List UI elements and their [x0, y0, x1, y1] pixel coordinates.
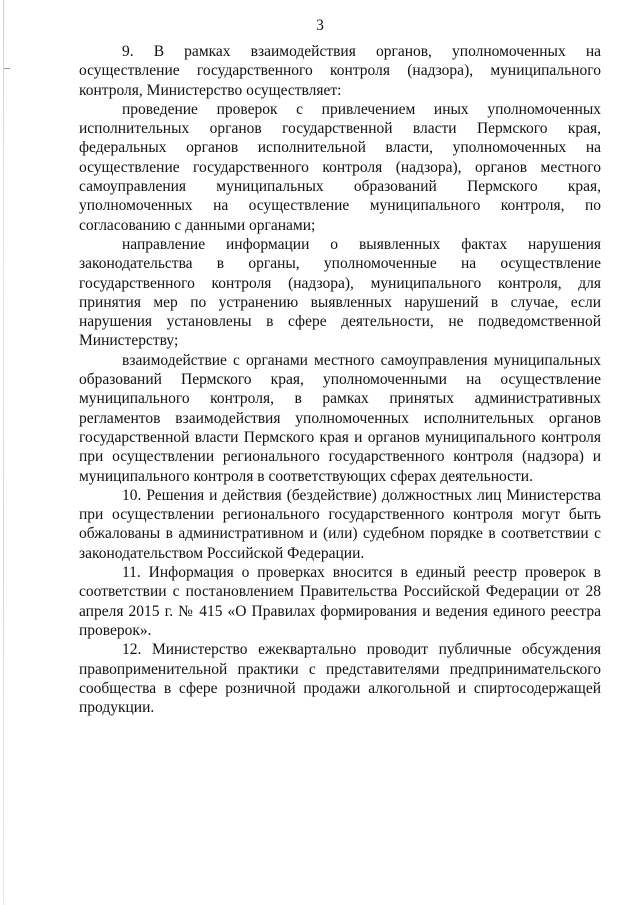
scan-edge-mark — [4, 68, 10, 69]
paragraph-item-12: 12. Министерство ежеквартально проводит публичные обсуждения правоприменительной практики с представителями предпринимательского сообщества в сфере розничной продажи алкогольной и спиртосодержащей продукции. — [79, 641, 601, 717]
paragraph-item-9: 9. В рамках взаимодействия органов, уполномоченных на осуществление государственного контроля (надзора), муниципального контроля, Министерство осуществляет: — [79, 43, 601, 99]
paragraph-violation-info: направление информации о выявленных фактах нарушения законодательства в органы, уполномоченные на осуществление государственного контроля (надзора), муниципального контроля, для принятия мер по устранению выявленных нарушений в случае, если нарушения установлены в сфере деятельности, не подведомственной Министерству; — [79, 235, 601, 350]
paragraph-item-11: 11. Информация о проверках вносится в единый реестр проверок в соответствии с постановлением Правительства Российской Федерации от 28 апреля 2015 г. № 415 «О Правилах формирования и ведения единого реестра проверок». — [79, 564, 601, 639]
paragraph-item-10: 10. Решения и действия (бездействие) должностных лиц Министерства при осуществлении регионального государственного контроля могут быть обжалованы в административном и (или) судебном порядке в соответствии с законодательством Российской Федерации. — [79, 486, 601, 562]
scan-edge-line — [3, 0, 4, 905]
paragraph-municipal-interaction: взаимодействие с органами местного самоуправления муниципальных образований Пермского края, уполномоченными на осуществление муниципального контроля, в рамках принятых административных регламентов взаимодействия уполномоченных исполнительных органов государственной власти Пермского края и органов муниципального контроля при осуществлении регионального государственного контроля (надзора) и муниципального контроля в соответствующих сферах деятельности. — [79, 351, 601, 485]
paragraph-joint-inspections: проведение проверок с привлечением иных уполномоченных исполнительных органов государственной власти Пермского края, федеральных органов исполнительной власти, уполномоченных на осуществление государственного контроля (надзора), органов местного самоуправления муниципальных образований Пермского края, уполномоченных на осуществление муниципального контроля, по согласованию с данными органами; — [79, 100, 601, 234]
document-body — [79, 42, 601, 717]
page-number: 3 — [316, 17, 324, 34]
